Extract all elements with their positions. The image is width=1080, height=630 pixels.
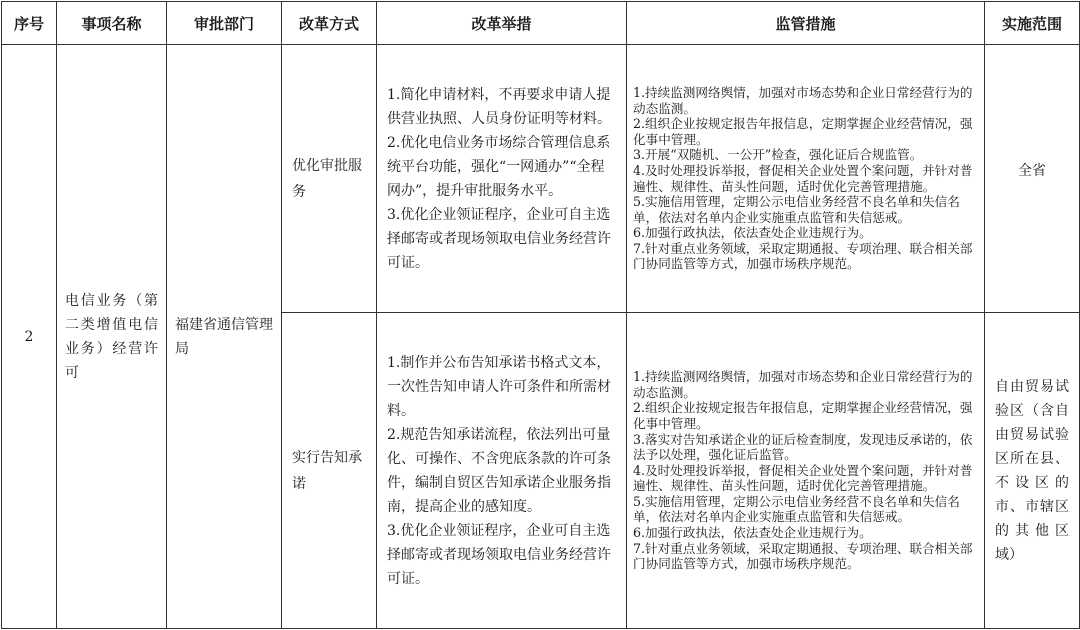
supervision-item: 7.针对重点业务领域，采取定期通报、专项治理、联合相关部门协同监管等方式，加强市场秩序规范。 bbox=[633, 540, 973, 572]
header-method: 改革方式 bbox=[282, 2, 377, 45]
method-cell: 实行告知承诺 bbox=[282, 313, 377, 629]
supervision-item: 3.开展“双随机、一公开”检查，强化证后合规监管。 bbox=[633, 147, 923, 163]
supervision-item: 4.及时处理投诉举报，督促相关企业处置个案问题，并针对普遍性、规律性、苗头性问题，适时优化完善管理措施。 bbox=[633, 162, 973, 194]
supervision-item: 3.落实对告知承诺企业的证后检查制度，发现违反承诺的，依法予以处理，强化证后监管。 bbox=[633, 431, 973, 463]
supervision-cell bbox=[627, 313, 985, 629]
supervision-item: 2.组织企业按规定报告年报信息，定期掌握企业经营情况，强化事中管理。 bbox=[633, 400, 973, 431]
table-row bbox=[2, 45, 1080, 313]
measures-cell bbox=[377, 313, 627, 629]
supervision-item: 4.及时处理投诉举报，督促相关企业处置个案问题，并针对普遍性、规律性、苗头性问题，适时优化完善管理措施。 bbox=[633, 462, 973, 494]
scope-cell: 自由贸易试验区（含自由贸易试验区所在县、不设区的市、市辖区的其他区域） bbox=[985, 313, 1080, 629]
measures-cell bbox=[377, 45, 627, 313]
measure-item: 1.制作并公布告知承诺书格式文本，一次性告知申请人许可条件和所需材料。 bbox=[387, 354, 611, 419]
row-no: 2 bbox=[2, 45, 57, 629]
supervision-item: 6.加强行政执法，依法查处企业违规行为。 bbox=[633, 525, 872, 541]
measure-item: 3.优化企业领证程序，企业可自主选择邮寄或者现场领取电信业务经营许可证。 bbox=[387, 206, 611, 271]
header-row bbox=[2, 2, 1080, 45]
supervision-item: 6.加强行政执法，依法查处企业违规行为。 bbox=[633, 225, 872, 241]
supervision-item: 7.针对重点业务领域，采取定期通报、专项治理、联合相关部门协同监管等方式，加强市场秩序规范。 bbox=[633, 240, 973, 272]
measure-item: 1.简化申请材料，不再要求申请人提供营业执照、人员身份证明等材料。 bbox=[387, 86, 611, 127]
supervision-cell bbox=[627, 45, 985, 313]
measure-item: 3.优化企业领证程序，企业可自主选择邮寄或者现场领取电信业务经营许可证。 bbox=[387, 522, 611, 587]
header-no: 序号 bbox=[2, 2, 57, 45]
method-cell: 优化审批服务 bbox=[282, 45, 377, 313]
measure-item: 2.规范告知承诺流程，依法列出可量化、可操作、不含兜底条款的许可条件，编制自贸区告知承诺企业服务指南，提高企业的感知度。 bbox=[387, 426, 611, 515]
header-supervision: 监管措施 bbox=[627, 2, 985, 45]
reform-table bbox=[1, 1, 1080, 629]
item-name: 电信业务（第二类增值电信业务）经营许可 bbox=[57, 45, 167, 629]
supervision-item: 5.实施信用管理，定期公示电信业务经营不良名单和失信名单，依法对名单内企业实施重点监管和失信惩戒。 bbox=[633, 194, 960, 225]
header-measures: 改革举措 bbox=[377, 2, 627, 45]
scope-cell: 全省 bbox=[985, 45, 1080, 313]
supervision-item: 2.组织企业按规定报告年报信息，定期掌握企业经营情况，强化事中管理。 bbox=[633, 116, 973, 147]
supervision-item: 5.实施信用管理，定期公示电信业务经营不良名单和失信名单，依法对名单内企业实施重点监管和失信惩戒。 bbox=[633, 493, 960, 525]
header-scope: 实施范围 bbox=[985, 2, 1080, 45]
header-item-name: 事项名称 bbox=[57, 2, 167, 45]
supervision-item: 1.持续监测网络舆情，加强对市场态势和企业日常经营行为的动态监测。 bbox=[633, 84, 973, 116]
department: 福建省通信管理局 bbox=[167, 45, 282, 629]
supervision-item: 1.持续监测网络舆情，加强对市场态势和企业日常经营行为的动态监测。 bbox=[633, 369, 973, 400]
header-department: 审批部门 bbox=[167, 2, 282, 45]
measure-item: 2.优化电信业务市场综合管理信息系统平台功能，强化“一网通办”“全程网办”，提升审批服务水平。 bbox=[387, 134, 611, 199]
